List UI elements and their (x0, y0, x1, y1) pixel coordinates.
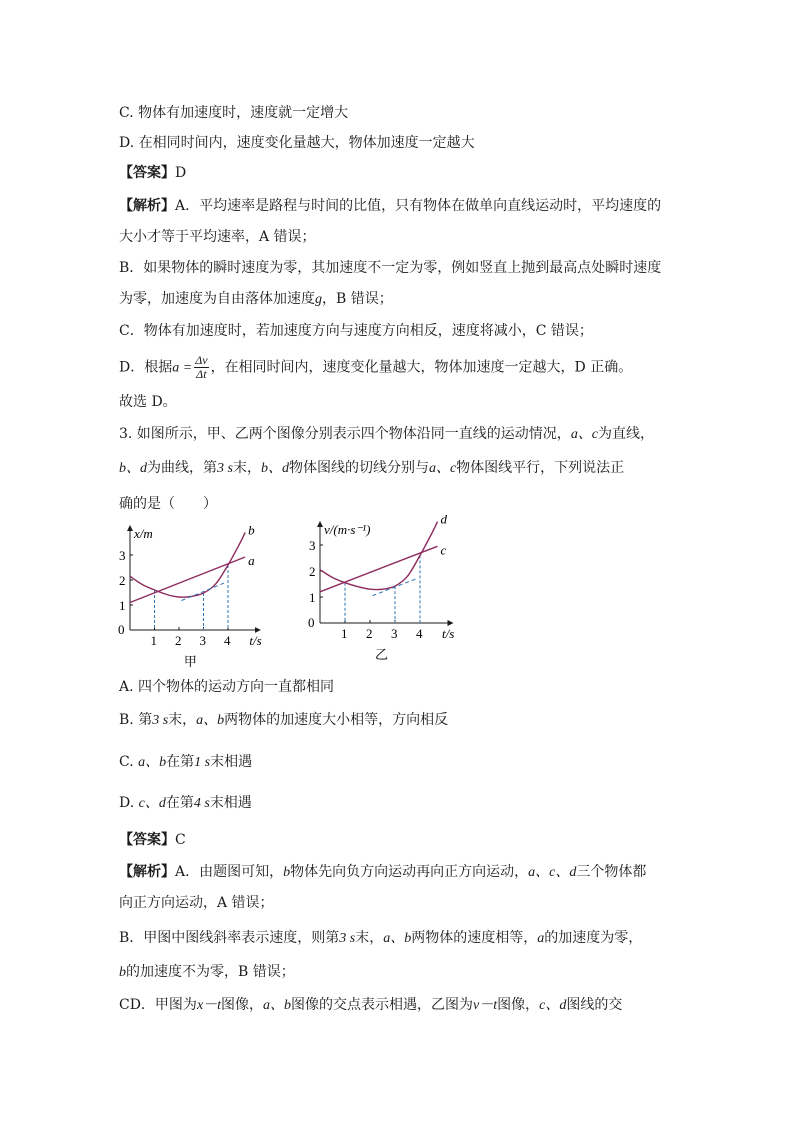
answer-2: 【答案】C (119, 832, 186, 848)
answer-1: 【答案】D (119, 165, 187, 181)
x-axis-label: t/s (442, 626, 455, 641)
analysis-2-line-1: 【解析】A．由题图可知，b物体先向负方向运动再向正方向运动，a、c、d三个物体都 (119, 864, 647, 880)
option-a: A. 四个物体的运动方向一直都相同 (119, 679, 335, 695)
option-c: C. a、b在第1 s末相遇 (119, 754, 253, 770)
series-label-d: d (440, 511, 447, 527)
option-d-prev: D. 在相同时间内，速度变化量越大，物体加速度一定越大 (119, 135, 475, 151)
question-3-line-3: 确的是（ ） (119, 496, 217, 512)
option-d: D. c、d在第4 s末相遇 (119, 795, 252, 811)
analysis-1-line-7: 故选 D。 (119, 394, 177, 410)
analysis-2-line-2: 向正方向运动，A 错误； (119, 895, 274, 911)
analysis-1-line-5: C．物体有加速度时，若加速度方向与速度方向相反，速度将减小，C 错误； (119, 323, 593, 339)
y-axis-label: v/(m·s⁻¹) (324, 522, 371, 537)
option-c-prev: C. 物体有加速度时，速度就一定增大 (119, 105, 349, 121)
y-tick-label: 2 (309, 564, 316, 579)
x-axis-label: t/s (249, 633, 262, 648)
origin-label: 0 (118, 622, 125, 637)
analysis-1-line-4: 为零，加速度为自由落体加速度g，B 错误； (119, 291, 393, 307)
analysis-1-line-6: D．根据a = $\frac{\Delta v}{\Delta t}$ ，在相同时间内，速度变化量越大，物体加速度一定越大，D 正确。 (119, 353, 633, 381)
x-tick-label: 3 (199, 633, 206, 648)
x-tick-label: 2 (175, 633, 182, 648)
y-tick-label: 3 (309, 538, 316, 553)
y-tick-label: 3 (119, 548, 126, 563)
option-b: B. 第3 s末，a、b两物体的加速度大小相等，方向相反 (119, 712, 449, 728)
analysis-1-line-2: 大小才等于平均速率，A 错误； (119, 229, 316, 245)
y-tick-label: 1 (309, 590, 316, 605)
x-tick-label: 4 (416, 626, 423, 641)
chart-caption: 乙 (375, 647, 389, 662)
analysis-1-line-3: B．如果物体的瞬时速度为零，其加速度不一定为零，例如竖直上抛到最高点处瞬时速度 (119, 260, 662, 276)
origin-label: 0 (308, 615, 315, 630)
x-tick-label: 1 (150, 633, 157, 648)
x-tick-label: 1 (341, 626, 348, 641)
figures (110, 511, 490, 672)
y-axis-label: x/m (134, 526, 153, 541)
question-3-line-2: b、d为曲线，第3 s末，b、d物体图线的切线分别与a、c物体图线平行，下列说法正 (119, 460, 625, 476)
series-label-c: c (440, 542, 447, 558)
series-label-a: a (248, 553, 255, 568)
chart-jia (118, 523, 262, 670)
analysis-2-line-4: b的加速度不为零，B 错误； (119, 964, 295, 980)
x-tick-label: 4 (224, 633, 231, 648)
chart-caption: 甲 (183, 654, 197, 669)
tangent-dashed-line (182, 583, 226, 601)
question-3-line-1: 3. 如图所示，甲、乙两个图像分别表示四个物体沿同一直线的运动情况，a、c为直线， (119, 426, 655, 442)
series-c-line (320, 546, 438, 592)
formula-fraction: $\frac{\Delta v}{\Delta t}$ (195, 353, 208, 381)
analysis-2-line-5: CD．甲图为x－t图像，a、b图像的交点表示相遇，乙图为v－t图像，c、d图线的交 (119, 997, 623, 1013)
analysis-1-line-1: 【解析】A．平均速率是路程与时间的比值，只有物体在做单向直线运动时，平均速度的 (119, 198, 662, 214)
y-tick-label: 1 (119, 598, 126, 613)
chart-yi (308, 512, 454, 662)
x-tick-label: 2 (366, 626, 373, 641)
y-tick-label: 2 (119, 573, 126, 588)
series-label-b: b (248, 522, 255, 538)
analysis-2-line-3: B．甲图中图线斜率表示速度，则第3 s末，a、b两物体的速度相等，a的加速度为零， (119, 930, 643, 946)
x-tick-label: 3 (391, 626, 398, 641)
